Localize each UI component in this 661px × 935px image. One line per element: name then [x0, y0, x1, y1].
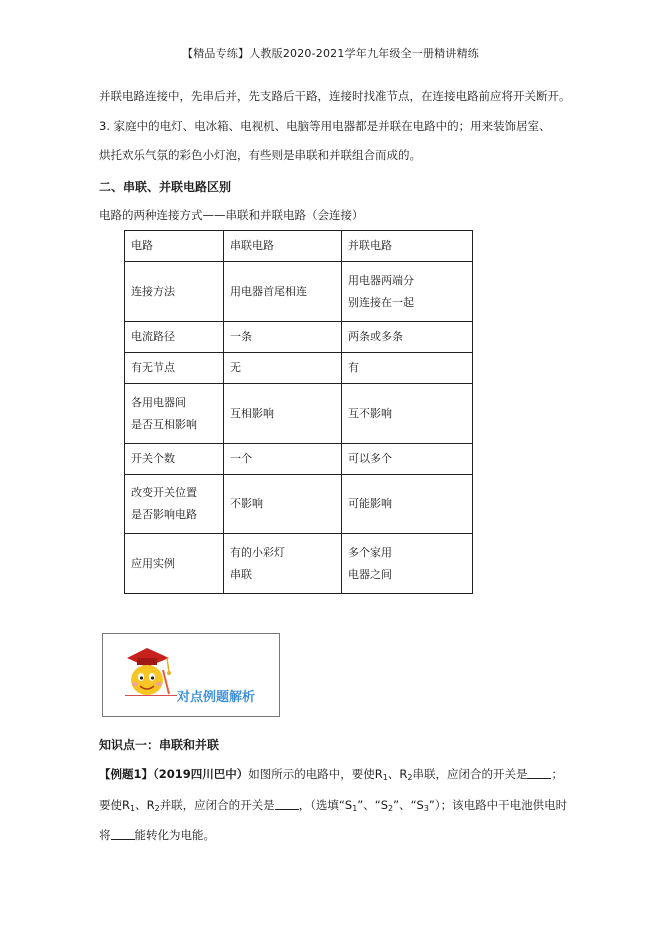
- table-row: [125, 475, 473, 534]
- table-cell: 互不影响: [342, 384, 473, 444]
- paragraph-parallel-connection: 并联电路连接中，先串后并，先支路后干路，连接时找准节点，在连接电路前应将开关断开。: [99, 89, 571, 103]
- answer-blank[interactable]: [527, 767, 551, 779]
- table-row: [125, 444, 473, 475]
- table-row: [125, 384, 473, 444]
- paragraph-household-line1: 3. 家庭中的电灯、电冰箱、电视机、电脑等用电器都是并联在电路中的；用来装饰居室、: [99, 119, 551, 133]
- table-cell: 一个: [224, 444, 342, 475]
- example-source: （2019四川巴中）: [153, 767, 249, 781]
- table-cell: 用电器首尾相连: [224, 262, 342, 322]
- paragraph-household-line2: 烘托欢乐气氛的彩色小灯泡，有些则是串联和并联组合而成的。: [99, 148, 421, 162]
- table-cell: 应用实例: [125, 534, 224, 594]
- comparison-table: [124, 230, 473, 594]
- table-cell: 有的小彩灯 串联: [224, 534, 342, 594]
- table-row: [125, 262, 473, 322]
- example-line-3: 将 能转化为电能。: [99, 828, 215, 842]
- answer-blank[interactable]: [111, 828, 135, 840]
- table-cell: 两条或多条: [342, 322, 473, 353]
- table-row: [125, 353, 473, 384]
- example-line-2: 要使$R_1$、$R_2$并联，应闭合的开关是 ，（选填“$S_1$”、“$S_2$”、“$S_3$”）；该电路中干电池供电时: [99, 798, 568, 813]
- table-cell: 各用电器间 是否互相影响: [125, 384, 224, 444]
- table-cell: 一条: [224, 322, 342, 353]
- table-cell: 可以多个: [342, 444, 473, 475]
- example-label: 【例题1】: [99, 767, 154, 781]
- page-header: 【精品专练】人教版2020-2021学年九年级全一册精讲精练: [182, 47, 479, 60]
- example-line-1: 【例题1】（2019四川巴中）如图所示的电路中，要使$R_1$、$R_2$串联，应闭合的开关是 ；: [99, 767, 563, 782]
- table-row: [125, 534, 473, 594]
- table-cell: 无: [224, 353, 342, 384]
- answer-blank[interactable]: [275, 798, 299, 810]
- table-cell: 连接方法: [125, 262, 224, 322]
- table-header-cell: 并联电路: [342, 231, 473, 262]
- graduate-mascot-icon: [119, 644, 179, 706]
- table-cell: 改变开关位置 是否影响电路: [125, 475, 224, 534]
- table-cell: 电流路径: [125, 322, 224, 353]
- table-caption: 电路的两种连接方式——串联和并联电路（会连接）: [99, 208, 364, 222]
- table-header-row: [125, 231, 473, 262]
- section-title: 二、串联、并联电路区别: [99, 180, 232, 194]
- table-cell: 用电器两端分 别连接在一起: [342, 262, 473, 322]
- table-header-cell: 电路: [125, 231, 224, 262]
- table-cell: 互相影响: [224, 384, 342, 444]
- example-banner: [102, 633, 280, 717]
- banner-underline: [125, 695, 177, 696]
- table-header-cell: 串联电路: [224, 231, 342, 262]
- table-row: [125, 322, 473, 353]
- table-cell: 不影响: [224, 475, 342, 534]
- table-cell: 有: [342, 353, 473, 384]
- knowledge-point-title: 知识点一：串联和并联: [99, 738, 220, 752]
- banner-title: 对点例题解析: [177, 690, 256, 705]
- table-cell: 多个家用 电器之间: [342, 534, 473, 594]
- table-cell: 可能影响: [342, 475, 473, 534]
- table-cell: 开关个数: [125, 444, 224, 475]
- table-cell: 有无节点: [125, 353, 224, 384]
